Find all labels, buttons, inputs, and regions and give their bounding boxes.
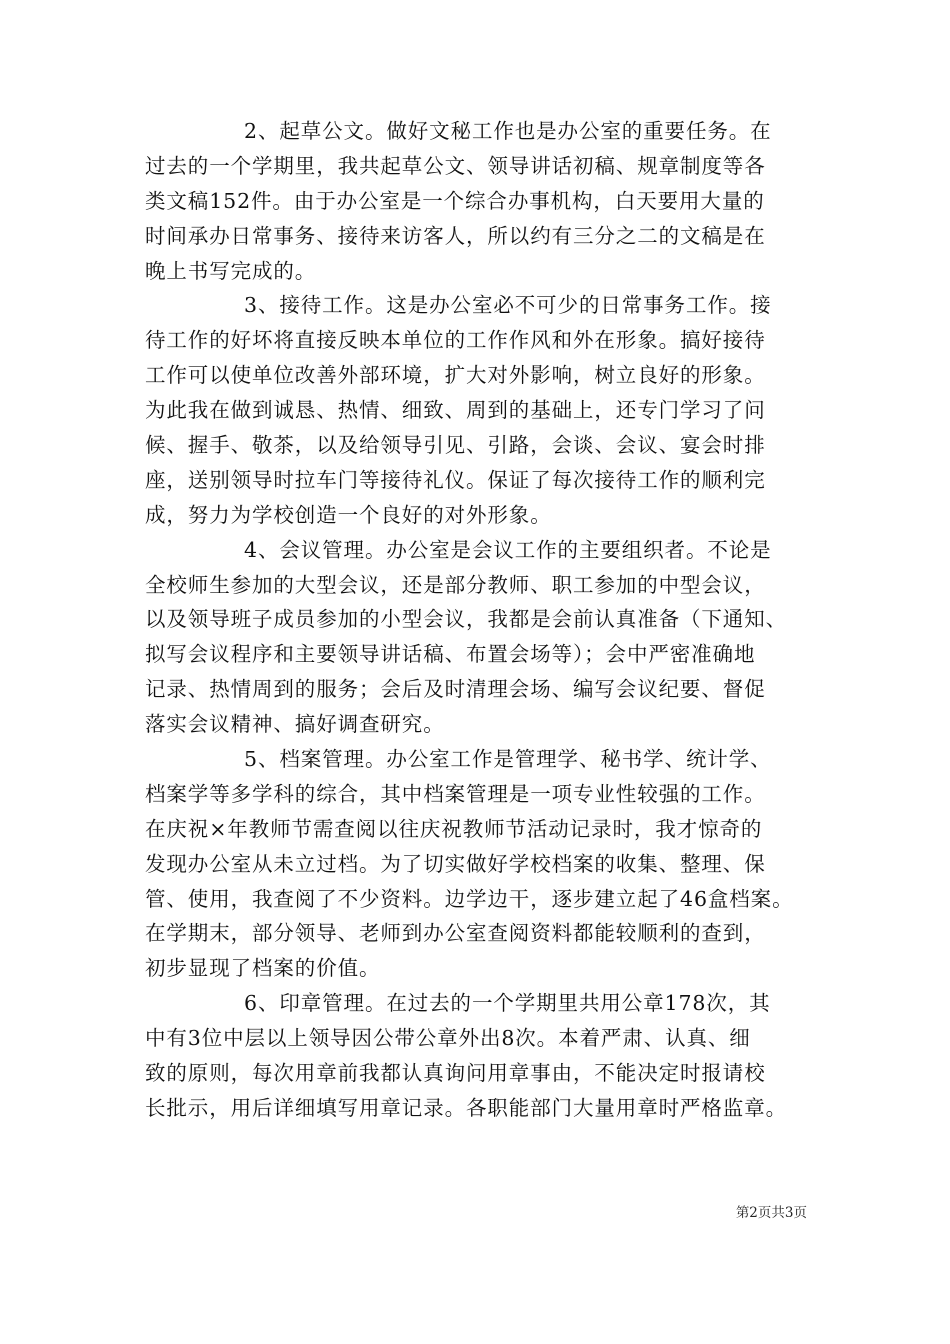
paragraph-first-line: 6、印章管理。在过去的一个学期里共用公章178次，其 [244,991,771,1016]
paragraph-line: 致的原则，每次用章前我都认真询问用章事由，不能决定时报请校 [145,1061,766,1086]
page-number: 第2页共3页 [735,1205,807,1221]
paragraph-first-line: 4、会议管理。办公室是会议工作的主要组织者。不论是 [244,537,772,562]
paragraph-line: 座，送别领导时拉车门等接待礼仪。保证了每次接待工作的顺利完 [145,467,766,492]
paragraph-line: 待工作的好坏将直接反映本单位的工作作风和外在形象。搞好接待 [145,328,766,353]
paragraph-line: 以及领导班子成员参加的小型会议，我都是会前认真准备（下通知、 [145,607,787,632]
paragraph-line: 落实会议精神、搞好调查研究。 [145,712,445,737]
paragraph-line: 时间承办日常事务、接待来访客人，所以约有三分之二的文稿是在 [145,223,766,248]
paragraph-line: 初步显现了档案的价值。 [145,956,381,981]
document-body [145,114,813,1126]
paragraph-line: 为此我在做到诚恳、热情、细致、周到的基础上，还专门学习了问 [145,398,766,423]
paragraph-first-line: 5、档案管理。办公室工作是管理学、秘书学、统计学、 [244,747,772,772]
paragraph-line: 成，努力为学校创造一个良好的对外形象。 [145,502,552,527]
paragraph-line: 在庆祝×年教师节需查阅以往庆祝教师节活动记录时，我才惊奇的 [145,816,763,841]
paragraph-line: 全校师生参加的大型会议，还是部分教师、职工参加的中型会议， [145,572,766,597]
paragraph-line: 记录、热情周到的服务；会后及时清理会场、编写会议纪要、督促 [145,677,766,702]
paragraph-line: 发现办公室从未立过档。为了切实做好学校档案的收集、整理、保 [145,851,766,876]
paragraph-line: 档案学等多学科的综合，其中档案管理是一项专业性较强的工作。 [145,781,766,806]
paragraph-line: 晚上书写完成的。 [145,258,317,283]
paragraph-line: 候、握手、敬茶，以及给领导引见、引路，会谈、会议、宴会时排 [145,433,766,458]
paragraph-first-line: 3、接待工作。这是办公室必不可少的日常事务工作。接 [244,293,772,318]
paragraph-first-line: 2、起草公文。做好文秘工作也是办公室的重要任务。在 [244,119,772,143]
paragraph-line: 在学期末，部分领导、老师到办公室查阅资料都能较顺利的查到， [145,921,766,946]
paragraph-line: 工作可以使单位改善外部环境，扩大对外影响，树立良好的形象。 [145,363,766,388]
paragraph-line: 过去的一个学期里，我共起草公文、领导讲话初稿、规章制度等各 [145,153,766,178]
paragraph-line: 类文稿152件。由于办公室是一个综合办事机构，白天要用大量的 [145,188,765,213]
paragraph-line: 中有3位中层以上领导因公带公章外出8次。本着严肃、认真、细 [145,1026,751,1051]
paragraph-line: 拟写会议程序和主要领导讲话稿、布置会场等）；会中严密准确地 [145,642,756,667]
paragraph-line: 管、使用，我查阅了不少资料。边学边干，逐步建立起了46盒档案。 [145,886,794,911]
paragraph-line: 长批示，用后详细填写用章记录。各职能部门大量用章时严格监章。 [145,1095,787,1120]
